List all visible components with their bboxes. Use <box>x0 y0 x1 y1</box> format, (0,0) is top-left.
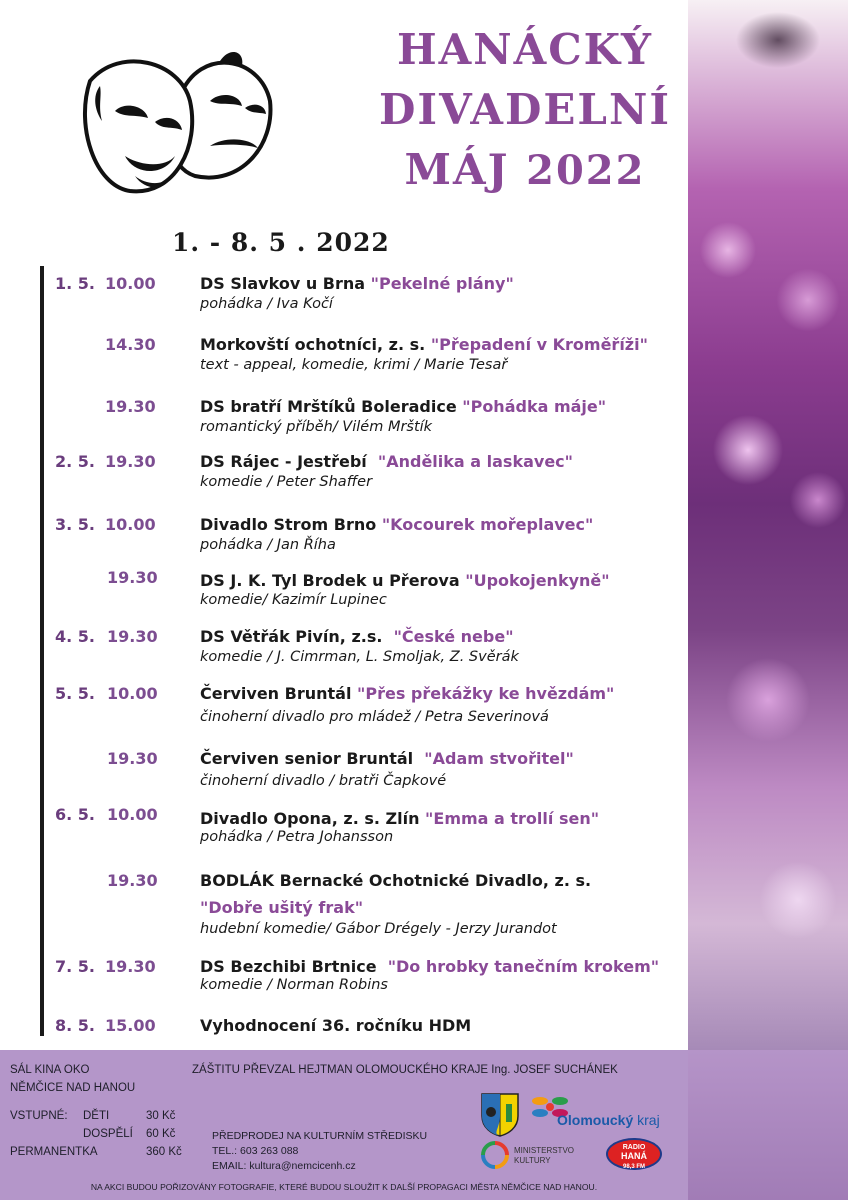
festival-title <box>370 20 680 201</box>
title-word: MÁJ <box>404 145 510 194</box>
event-day: 5. 5. <box>55 684 95 703</box>
event-details: komedie / Norman Robins <box>200 977 388 993</box>
event-title <box>200 571 610 590</box>
event-day: 1. 5. <box>55 274 95 293</box>
ensemble-name: DS Rájec - Jestřebí <box>200 452 367 471</box>
event-day: 4. 5. <box>55 627 95 646</box>
admission-label: VSTUPNÉ: <box>10 1110 68 1122</box>
pass-label: PERMANENTKA <box>10 1146 98 1158</box>
event-time: 19.30 <box>107 749 158 768</box>
presale-email: EMAIL: kultura@nemcicenh.cz <box>212 1160 356 1172</box>
ensemble-name: Vyhodnocení 36. ročníku HDM <box>200 1016 472 1035</box>
event-title <box>200 627 514 646</box>
event-time: 19.30 <box>107 871 158 890</box>
event-time: 15.00 <box>105 1016 156 1035</box>
event-day: 8. 5. <box>55 1016 95 1035</box>
radio-hana-logo: RADIO HANÁ 98,3 FM <box>606 1138 662 1170</box>
event-title <box>200 335 648 354</box>
play-title: "Andělika a laskavec" <box>377 452 573 471</box>
play-title: "Přes překážky ke hvězdám" <box>357 684 615 703</box>
event-details: pohádka / Jan Říha <box>200 537 336 553</box>
play-title: "Kocourek mořeplavec" <box>381 515 594 534</box>
event-title <box>200 274 514 293</box>
date-range: 1. - 8. 5 . 2022 <box>172 228 390 257</box>
event-title <box>200 515 593 534</box>
adults-label: DOSPĚLÍ <box>83 1128 133 1140</box>
ensemble-name: DS bratří Mrštíků Boleradice <box>200 397 457 416</box>
event-time: 19.30 <box>107 568 158 587</box>
play-title: "Upokojenkyně" <box>465 571 610 590</box>
children-price: 30 Kč <box>146 1110 176 1122</box>
event-details: komedie / J. Cimrman, L. Smoljak, Z. Svěrák <box>200 649 519 665</box>
event-title <box>200 397 606 416</box>
play-title: "Emma a trollí sen" <box>425 809 600 828</box>
event-time: 19.30 <box>105 957 156 976</box>
event-time: 14.30 <box>105 335 156 354</box>
title-line-1: HANÁCKÝ <box>396 25 654 74</box>
event-day: 7. 5. <box>55 957 95 976</box>
olomoucky-kraj-text: Olomoucký kraj <box>557 1112 660 1128</box>
event-day: 6. 5. <box>55 805 95 824</box>
ensemble-name: DS Bezchibi Brtnice <box>200 957 377 976</box>
venue-line-1: SÁL KINA OKO <box>10 1064 90 1076</box>
event-title <box>200 452 573 471</box>
event-details: komedie/ Kazimír Lupinec <box>200 592 387 608</box>
ministry-text: MINISTERSTVO KULTURY <box>514 1146 575 1165</box>
event-time: 10.00 <box>105 274 156 293</box>
play-title: "Do hrobky tanečním krokem" <box>387 957 660 976</box>
ensemble-name: Červiven senior Bruntál <box>200 749 414 768</box>
play-title: "Přepadení v Kroměříži" <box>430 335 648 354</box>
title-year: 2022 <box>526 147 646 194</box>
play-title: "Pohádka máje" <box>462 397 607 416</box>
play-title: "České nebe" <box>393 627 514 646</box>
title-line-2: DIVADELNÍ <box>379 85 671 134</box>
event-time: 10.00 <box>107 805 158 824</box>
ensemble-name: Divadlo Strom Brno <box>200 515 377 534</box>
program-divider <box>40 266 44 1036</box>
photo-notice: NA AKCI BUDOU POŘIZOVÁNY FOTOGRAFIE, KTERÉ BUDOU SLOUŽIT K DALŠÍ PROPAGACI MĚSTA NĚMČICE NAD HANOU. <box>90 1182 598 1192</box>
event-title <box>200 957 659 976</box>
event-day: 3. 5. <box>55 515 95 534</box>
children-label: DĚTI <box>83 1110 110 1122</box>
blossom-photo-bottom <box>688 1050 848 1200</box>
patronage: ZÁŠTITU PŘEVZAL HEJTMAN OLOMOUCKÉHO KRAJE Ing. JOSEF SUCHÁNEK <box>192 1064 618 1076</box>
event-time: 10.00 <box>107 684 158 703</box>
ensemble-name: BODLÁK Bernacké Ochotnické Divadlo, z. s. <box>200 871 592 890</box>
event-title <box>200 749 574 768</box>
adults-price: 60 Kč <box>146 1128 176 1140</box>
presale-tel: TEL.: 603 263 088 <box>212 1145 299 1157</box>
presale-info: PŘEDPRODEJ NA KULTURNÍM STŘEDISKU <box>212 1130 428 1142</box>
town-coat-of-arms-icon <box>480 1092 520 1138</box>
ensemble-name: DS Slavkov u Brna <box>200 274 366 293</box>
title-line-3 <box>370 140 680 201</box>
event-title <box>200 809 599 828</box>
ministry-of-culture-logo-icon <box>480 1140 510 1170</box>
ensemble-name: Červiven Bruntál <box>200 684 352 703</box>
event-title <box>200 684 614 703</box>
event-details: pohádka / Iva Kočí <box>200 296 333 312</box>
play-title: "Adam stvořitel" <box>424 749 574 768</box>
event-details: romantický příběh/ Vilém Mrštík <box>200 419 433 435</box>
event-details: text - appeal, komedie, krimi / Marie Tesař <box>200 357 508 373</box>
theatre-masks-icon <box>70 26 282 208</box>
pass-price: 360 Kč <box>146 1146 182 1158</box>
ensemble-name: Morkovští ochotníci, z. s. <box>200 335 426 354</box>
event-details: pohádka / Petra Johansson <box>200 829 394 845</box>
blossom-photo <box>688 0 848 1050</box>
play-title: "Pekelné plány" <box>370 274 514 293</box>
event-details: komedie / Peter Shaffer <box>200 474 373 490</box>
footer <box>0 1050 688 1200</box>
ensemble-name: Divadlo Opona, z. s. Zlín <box>200 809 420 828</box>
event-time: 19.30 <box>107 627 158 646</box>
ensemble-name: DS Větřák Pivín, z.s. <box>200 627 383 646</box>
play-title: "Dobře ušitý frak" <box>200 898 364 917</box>
event-day: 2. 5. <box>55 452 95 471</box>
event-details: činoherní divadlo / bratři Čapkové <box>200 773 447 789</box>
ensemble-name: DS J. K. Tyl Brodek u Přerova <box>200 571 460 590</box>
event-details: činoherní divadlo pro mládež / Petra Severinová <box>200 709 549 725</box>
event-time: 10.00 <box>105 515 156 534</box>
event-time: 19.30 <box>105 397 156 416</box>
event-details: hudební komedie/ Gábor Drégely - Jerzy Jurandot <box>200 921 557 937</box>
venue-line-2: NĚMČICE NAD HANOU <box>10 1082 136 1094</box>
event-time: 19.30 <box>105 452 156 471</box>
